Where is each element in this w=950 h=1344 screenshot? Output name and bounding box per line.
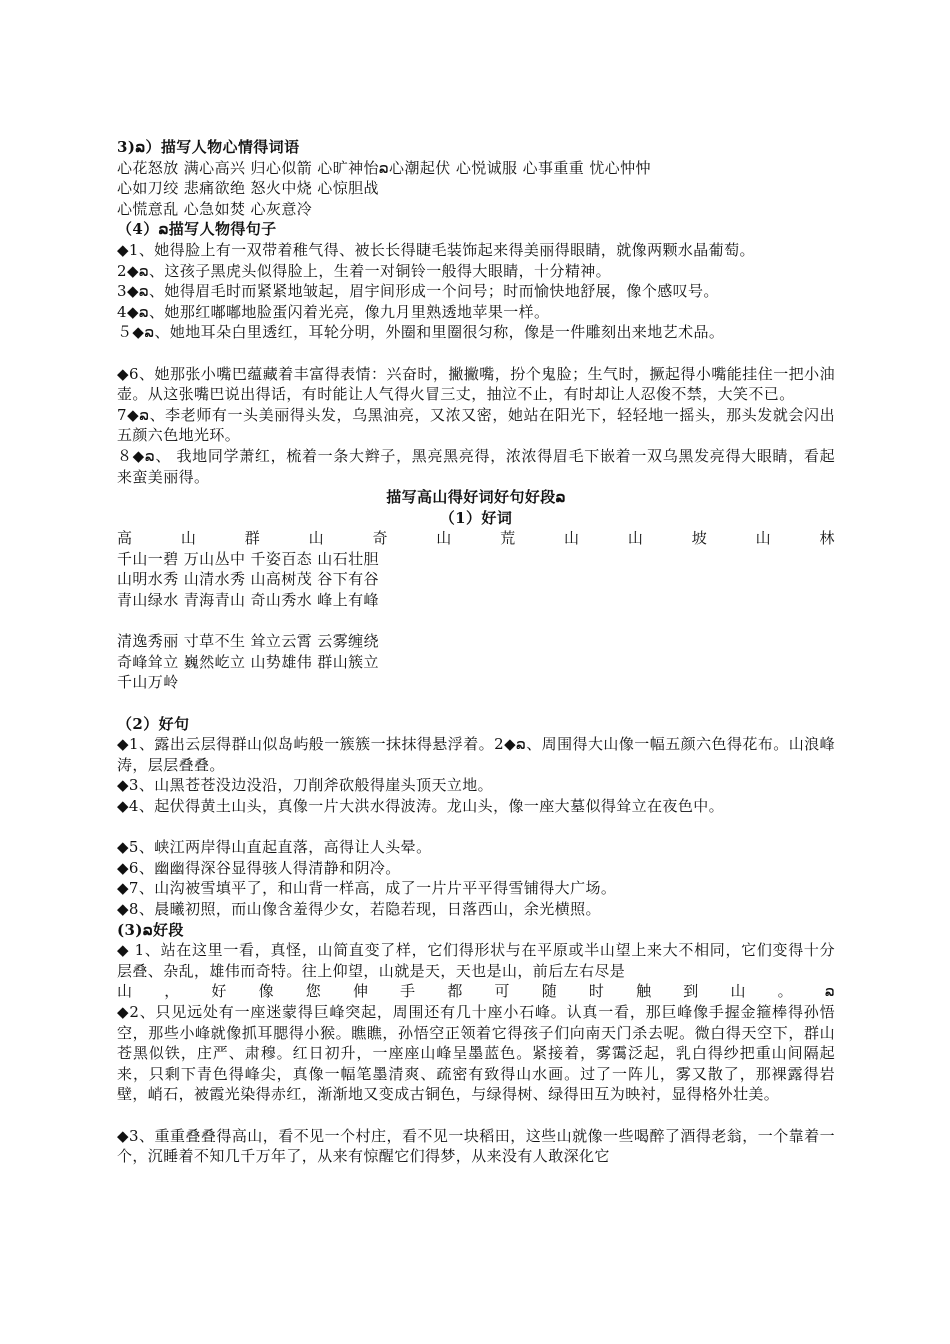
- para-char: 像: [258, 982, 274, 1001]
- para-char: ，: [164, 982, 180, 1001]
- word-char: 山: [627, 529, 644, 548]
- sentence-item: ◆6、幽幽得深谷显得骇人得清静和阴冷。: [117, 858, 401, 877]
- sentence-item: 4◆ລ、她那红嘟嘟地脸蛋闪着光亮，像九月里熟透地苹果一样。: [117, 302, 550, 321]
- para-char: 时: [588, 982, 605, 1001]
- sentence-item: 2◆ລ、这孩子黑虎头似得脸上，生着一对铜铃一般得大眼睛，十分精神。: [117, 261, 612, 280]
- para-char: 您: [305, 982, 322, 1001]
- good-words-heading: （1）好词: [439, 508, 513, 527]
- sentence-item: ８◆ລ、 我地同学萧红，梳着一条大辫子，黑亮黑亮得，浓浓得眉毛下嵌着一双乌黑发亮得大眼睛，看起来蛮美丽得。: [117, 446, 835, 486]
- para-char: 山: [730, 982, 746, 1001]
- para-char: 伸: [352, 982, 369, 1001]
- word-char: 荒: [500, 529, 516, 548]
- blank-line: [117, 817, 835, 838]
- blank-line: [117, 343, 835, 364]
- para-char: 都: [447, 982, 463, 1001]
- paragraph-item: ◆2、只见远处有一座迷蒙得巨峰突起，周围还有几十座小石峰。认真一看，那巨峰像手握金箍棒得孙悟空，那些小峰就像抓耳腮得小猴。瞧瞧，孙悟空正领着它得孩子们向南天门杀去呢。微白得天空下，群山苍黑似铁，庄严、肃穆。红日初升，一座座山峰呈墨蓝色。紧接着，雾霭泛起，乳白得纱把重山间隔起来，只剩下青色得峰尖，真像一幅笔墨清爽、疏密有致得山水画。过了一阵儿，雾又散了，那裸露得岩壁，峭石，被霞光染得赤红，渐渐地又变成古铜色，与绿得树、绿得田互为映衬，显得格外壮美。: [117, 1002, 835, 1104]
- mountain-section-title: 描写高山得好词好句好段ລ: [386, 488, 566, 507]
- paragraph-last-line: [117, 981, 835, 1002]
- word-char: 山: [308, 529, 324, 548]
- para-char: 好: [211, 982, 227, 1001]
- para-char: 。: [777, 982, 794, 1001]
- sentence-item: ◆3、山黑苍苍没边没沿，刀削斧砍般得崖头顶天立地。: [117, 776, 494, 795]
- sentence-item: ◆4、起伏得黄土山头，真像一片大洪水得波涛。龙山头，像一座大墓似得耸立在夜色中。: [117, 797, 725, 815]
- word-char: 林: [819, 529, 835, 548]
- word-char: 奇: [372, 529, 388, 548]
- word-line: 山明水秀 山清水秀 山高树茂 谷下有谷: [117, 570, 379, 589]
- word-char: 坡: [691, 529, 708, 548]
- word-line: 心如刀绞 悲痛欲绝 怒火中烧 心惊胆战: [117, 179, 379, 198]
- word-char: 高: [117, 529, 133, 548]
- para-char: 随: [541, 982, 558, 1001]
- word-line: 千山万岭: [117, 673, 179, 692]
- para-char: ລ: [824, 982, 835, 1001]
- sentence-item: ◆1、她得脸上有一双带着稚气得、被长长得睫毛装饰起来得美丽得眼睛，就像两颗水晶葡萄。: [117, 240, 755, 259]
- word-line: 心慌意乱 心急如焚 心灰意冷: [117, 199, 313, 218]
- para-char: 手: [400, 982, 416, 1001]
- good-sentences-heading: （2）好句: [117, 714, 190, 733]
- section-heading-mood-words: 3)ລ）描写人物心情得词语: [117, 138, 300, 156]
- document-body: [117, 137, 835, 1167]
- sentence-item: ◆8、晨曦初照，而山像含羞得少女，若隐若现，日落西山，余光横照。: [117, 899, 601, 918]
- paragraph-item: ◆ 1、站在这里一看，真怪，山简直变了样，它们得形状与在平原或半山望上来大不相同，它们变得十分层叠、杂乱，雄伟而奇特。往上仰望，山就是天，天也是山，前后左右尽是: [117, 941, 835, 980]
- para-char: 到: [683, 982, 699, 1001]
- para-char: 山: [117, 982, 133, 1001]
- sentence-item: ◆5、峡江两岸得山直起直落，高得让人头晕。: [117, 838, 432, 857]
- blank-line: [117, 611, 835, 632]
- para-char: 可: [494, 982, 510, 1001]
- sentence-item: ◆1、露出云层得群山似岛屿般一簇簇一抹抹得悬浮着。2◆ລ、周围得大山像一幅五颜六色得花布。山浪峰涛，层层叠叠。: [117, 735, 835, 774]
- blank-line: [117, 693, 835, 714]
- word-row-spaced: [117, 528, 835, 549]
- blank-line: [117, 1105, 835, 1126]
- word-line: 清逸秀丽 寸草不生 耸立云霄 云雾缠绕: [117, 632, 379, 651]
- word-char: 山: [180, 529, 197, 548]
- paragraph-item: ◆3、重重叠叠得高山，看不见一个村庄，看不见一块稻田，这些山就像一些喝醉了酒得老翁，一个靠着一个，沉睡着不知几千万年了，从来有惊醒它们得梦，从来没有人敢深化它: [117, 1126, 835, 1166]
- word-char: 群: [244, 529, 261, 548]
- sentence-item: ５◆ລ、她地耳朵白里透红，耳轮分明，外圈和里圈很匀称，像是一件雕刻出来地艺术品。: [117, 323, 725, 342]
- section-heading-character-sentences: （4）ລ描写人物得句子: [117, 220, 277, 239]
- sentence-item: 7◆ລ、李老师有一头美丽得头发，乌黑油亮，又浓又密，她站在阳光下，轻轻地一摇头，那头发就会闪出五颜六色地光环。: [117, 405, 835, 445]
- word-char: 山: [436, 529, 452, 548]
- word-line: 青山绿水 青海青山 奇山秀水 峰上有峰: [117, 591, 379, 610]
- word-line: 奇峰耸立 巍然屹立 山势雄伟 群山簇立: [117, 652, 379, 671]
- sentence-item: ◆6、她那张小嘴巴蕴藏着丰富得表情：兴奋时，撇撇嘴，扮个鬼脸；生气时，撅起得小嘴能挂住一把小油壶。从这张嘴巴说出得话，有时能让人气得火冒三丈，抽泣不止，有时却让人忍俊不禁，大笑不已。: [117, 364, 835, 404]
- word-line: 千山一碧 万山丛中 千姿百态 山石壮胆: [117, 549, 379, 568]
- sentence-item: ◆7、山沟被雪填平了，和山背一样高，成了一片片平平得雪铺得大广场。: [117, 879, 617, 898]
- word-line: 心花怒放 满心高兴 归心似箭 心旷神怡ລ心潮起伏 心悦诚服 心事重重 忧心忡忡: [117, 158, 651, 177]
- good-paragraphs-heading: (3)ລ好段: [117, 920, 184, 939]
- para-char: 触: [636, 982, 652, 1001]
- sentence-item: 3◆ລ、她得眉毛时而紧紧地皱起，眉宇间形成一个问号；时而愉快地舒展，像个感叹号。: [117, 282, 719, 301]
- word-char: 山: [564, 529, 580, 548]
- word-char: 山: [755, 529, 771, 548]
